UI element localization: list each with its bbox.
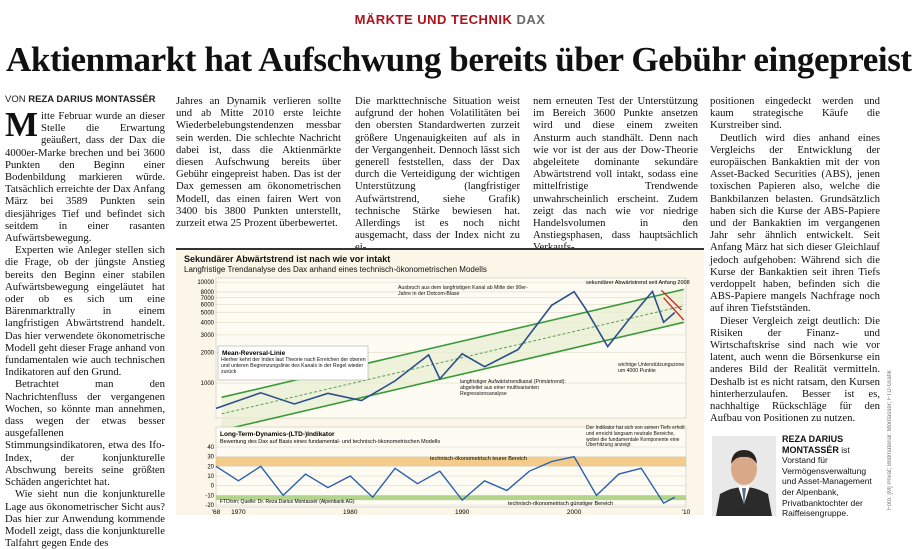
ltd-annotation: [586, 426, 686, 458]
ltd-y-tick-label: 20: [207, 464, 214, 471]
author-name: REZA DARIUS MONTASSÉR: [782, 434, 844, 455]
paragraph: Wie sieht nun die konjunkturelle Lage aus ökonometrischer Sicht aus? Das hier zur Anwendung kommende Modell zeigt, dass die konjunkturelle Talfahrt gegen Ende des: [5, 488, 165, 549]
paragraph: positionen eingedeckt werden und kaum strategische Käufe die Kurstreiber sind.: [710, 95, 880, 132]
price-y-tick-label: 6000: [200, 302, 214, 309]
mrl-annotation-title: Mean-Reversal-Linie: [222, 350, 286, 357]
paragraph: Die markttechnische Situation weist aufgrund der hohen Volatilitäten bei den obersten Standardwerten zurzeit größere Ungenauigkeiten auf als in der Vergangenheit. Dennoch lässt sich generell feststellen, dass der Dax durch die Verteidigung der wichtigen Unterstützung (langfristiger Aufwärtstrend, siehe Grafik) technische Stärke bewiesen hat. Allerdings ist es noch nicht ausgemacht, dass der Index nicht zu: [355, 95, 520, 242]
wichtig-annotation-text: wichtige Unterstützungszone um 4000 Punkte: [618, 362, 685, 374]
ltd-y-tick-label: 0: [210, 483, 214, 490]
ltd-y-tick-label: -10: [205, 493, 214, 500]
mrl-annotation-body: [221, 357, 367, 383]
dax-chart: [176, 275, 704, 515]
chart-box: [176, 248, 704, 515]
dropcap: M: [5, 105, 39, 144]
x-tick-label: '10: [681, 509, 691, 516]
column-1: [5, 105, 165, 549]
photo-credit: Foto: [M] Privat; Bildmaterial: Montassér; FTD-Grafik: [887, 370, 893, 510]
paragraph: Betrachtet man den Nachrichtenfluss der vergangenen Wochen, so könnte man annehmen, dass wegen der etwas besser ausgefallenen Stimmungsindikatoren, etwa des Ifo-Index, der konjunkturelle Abschwung bereits seine größten Schäden angerichtet hat.: [5, 378, 165, 489]
column-2: [176, 95, 341, 245]
price-y-tick-label: 8000: [200, 289, 214, 296]
headline: Aktienmarkt hat Aufschwung bereits über Gebühr eingepreist: [6, 40, 912, 79]
ltd-y-tick-label: -20: [205, 503, 214, 509]
price-y-tick-label: 7000: [200, 295, 214, 302]
ausbruch-annotation: [398, 285, 538, 305]
byline-author: REZA DARIUS MONTASSÉR: [28, 94, 156, 105]
price-y-tick-label: 2000: [200, 350, 214, 357]
x-tick-label: 1970: [231, 509, 246, 516]
paragraph: Jahres an Dynamik verlieren sollte und ab Mitte 2010 erste leichte Wiederbelebungstendenzen messbar sein werden. Die schlechte Nachricht dabei ist, dass die Aktienmärkte diesen Aufschwung bereits über Gebühr eingepreist haben. Das ist der Dax gemessen am ökonometrischen Modell, das einen fairen Wert von 3400 bis 3800 Punkten unterstellt, zurzeit etwa 25 Prozent überbewertet.: [176, 95, 341, 230]
x-tick-label: 2000: [566, 509, 582, 516]
ltd-annotation-text: Der Indikator hat sich von seinen Tiefs erholt und erreicht langsam neutrale Bereiche, wobei die fundamentale Komponente eine Überhitzung anzeigt: [586, 425, 685, 449]
x-tick-label: 1980: [343, 509, 358, 516]
ltd-y-ticks: [205, 445, 214, 509]
author-box: [782, 434, 882, 519]
author-photo: [712, 436, 776, 516]
x-tick-label: '68: [211, 509, 221, 516]
price-y-tick-label: 5000: [200, 310, 214, 317]
paragraph: Experten wie Anleger stellen sich die Frage, ob der jüngste Anstieg bereits den Beginn einer stabilen Aufwärtsbewegung eingeläutet hat oder ob es sich um eine Bärenmarktrally in einem langfristigen Abwärtstrend handelt. Das hier verwendete ökonometrische Modell geht dieser Frage anhand von fundamentalen wie auch technischen Indikatoren auf den Grund.: [5, 244, 165, 379]
langfr-annotation-text: langfristiger Aufwärtstrendkanal (Primärtrend): abgeleitet aus einer multivarianten Regressionsanalyse: [460, 379, 566, 397]
paragraph: [5, 105, 165, 245]
chart-subtitle: Langfristige Trendanalyse des Dax anhand eines technisch-ökonometrischen Modells: [184, 265, 487, 274]
kicker-text: MÄRKTE UND TECHNIK: [354, 12, 513, 27]
price-y-ticks: [197, 280, 214, 387]
paragraph: nem erneuten Test der Unterstützung im Bereich 3600 Punkte ansetzen wird und diese einem zweiten Ansturm auch standhält. Denn nach wie vor ist der aus der Dow-Theorie abgeleitete dominante sekundäre Abwärtstrend voll intakt, sodass eine mittelfristige Trendwende unwahrscheinlich erscheint. Zudem zeigt das nach wie vor niedrige Handelsvolumen in den Anstiegsphasen, dass hauptsächlich: [533, 95, 698, 242]
column-3: [355, 95, 520, 245]
chart-source: FTD/sm; Quelle: Dr. Reza Darius Montassér (Alpenbank AG): [220, 499, 355, 505]
x-tick-label: 1990: [454, 509, 470, 516]
ltd-lower-band-label: technisch-ökonometrisch günstiger Bereich: [508, 501, 614, 507]
paragraph: Dieser Vergleich zeigt deutlich: Die Risiken der Finanz- und Wirtschaftskrise sind nach wie vor latent, auch wenn die Börsenkurse ein anderes Bild der Realität vermitteln. Deshalb ist es nicht ratsam, den Kursen hinterherzulaufen. Besser ist es, nachhaltige Rückschläge für den Aufbau von Positionen zu nutzen.: [710, 314, 880, 425]
price-y-tick-label: 10000: [197, 280, 214, 287]
price-y-tick-label: 3000: [200, 332, 214, 339]
ltd-title: Long-Term-Dynamics-(LTD-)Indikator: [220, 431, 335, 438]
paragraph: Deutlich wird dies anhand eines Vergleichs der Entwicklung der europäischen Bankaktien mit der von Asset-Backed Securities (ABS), jenen toxischen Papieren also, welche die Bankbilanzen belasten. Grundsätzlich haben sich die Kurse der ABS-Papiere und der Bankaktien im vergangenen Jahr sehr ähnlich entwickelt. Seit Anfang März hat sich dieser Gleichlauf jedoch aufgehoben: Während sich die Kurse der Bankaktien seit ihren Tiefs verdoppelt haben, befinden sich die ABS-Papiere mangels Nachfrage noch auf ihren Tiefstständen.: [710, 131, 880, 315]
wichtig-annotation: [618, 362, 686, 382]
x-axis-ticks: [212, 509, 691, 516]
paragraph-text: itte Februar wurde an dieser Stelle die Erwartung geäußert, dass der Dax die 4000er-Marke brechen und bei 3600 Punkten den Beginn einer Bodenbildung markieren würde. Tatsächlich erreichte der Dax Anfang März bei 3589 Punkten sein diesjähriges Tief und befindet sich seitdem in einer rasanten Aufwärtsbewegung.: [5, 110, 165, 245]
sek-annotation: sekundärer Abwärtstrend seit Anfang 2008: [586, 280, 690, 286]
langfr-annotation: [460, 379, 578, 405]
ltd-y-tick-label: 40: [207, 445, 214, 451]
ltd-y-tick-label: 10: [207, 474, 214, 480]
ltd-upper-band-label: technisch-ökonometrisch teurer Bereich: [430, 456, 527, 462]
mrl-annotation-text: Hierher kehrt der Index laut Theorie nach Erreichen der oberen und unteren Begrenzungslinie des Kanals in der Regel wieder zurück: [221, 357, 366, 375]
kicker-sub: DAX: [516, 12, 546, 27]
column-4: [533, 95, 698, 245]
ltd-y-tick-label: 30: [207, 454, 214, 461]
price-y-tick-label: 4000: [200, 320, 214, 327]
chart-title: Sekundärer Abwärtstrend ist nach wie vor intakt: [184, 254, 391, 264]
section-kicker: [0, 12, 900, 27]
column-5: [710, 95, 880, 430]
byline-prefix: VON: [5, 94, 26, 105]
author-description: ist Vorstand für Vermögensverwaltung und Asset-Management der Alpenbank, Privatbanktochter der Raiffeisengruppe.: [782, 444, 872, 519]
byline: [5, 94, 155, 105]
ltd-subtitle: Bewertung des Dax auf Basis eines fundamental- und technisch-ökonometrischen Modells: [220, 439, 441, 445]
price-y-tick-label: 1000: [200, 381, 214, 388]
ausbruch-annotation-text: Ausbruch aus dem langfristigen Kanal ab Mitte der 90er-Jahre in der Dotcom-Blase: [398, 285, 528, 297]
